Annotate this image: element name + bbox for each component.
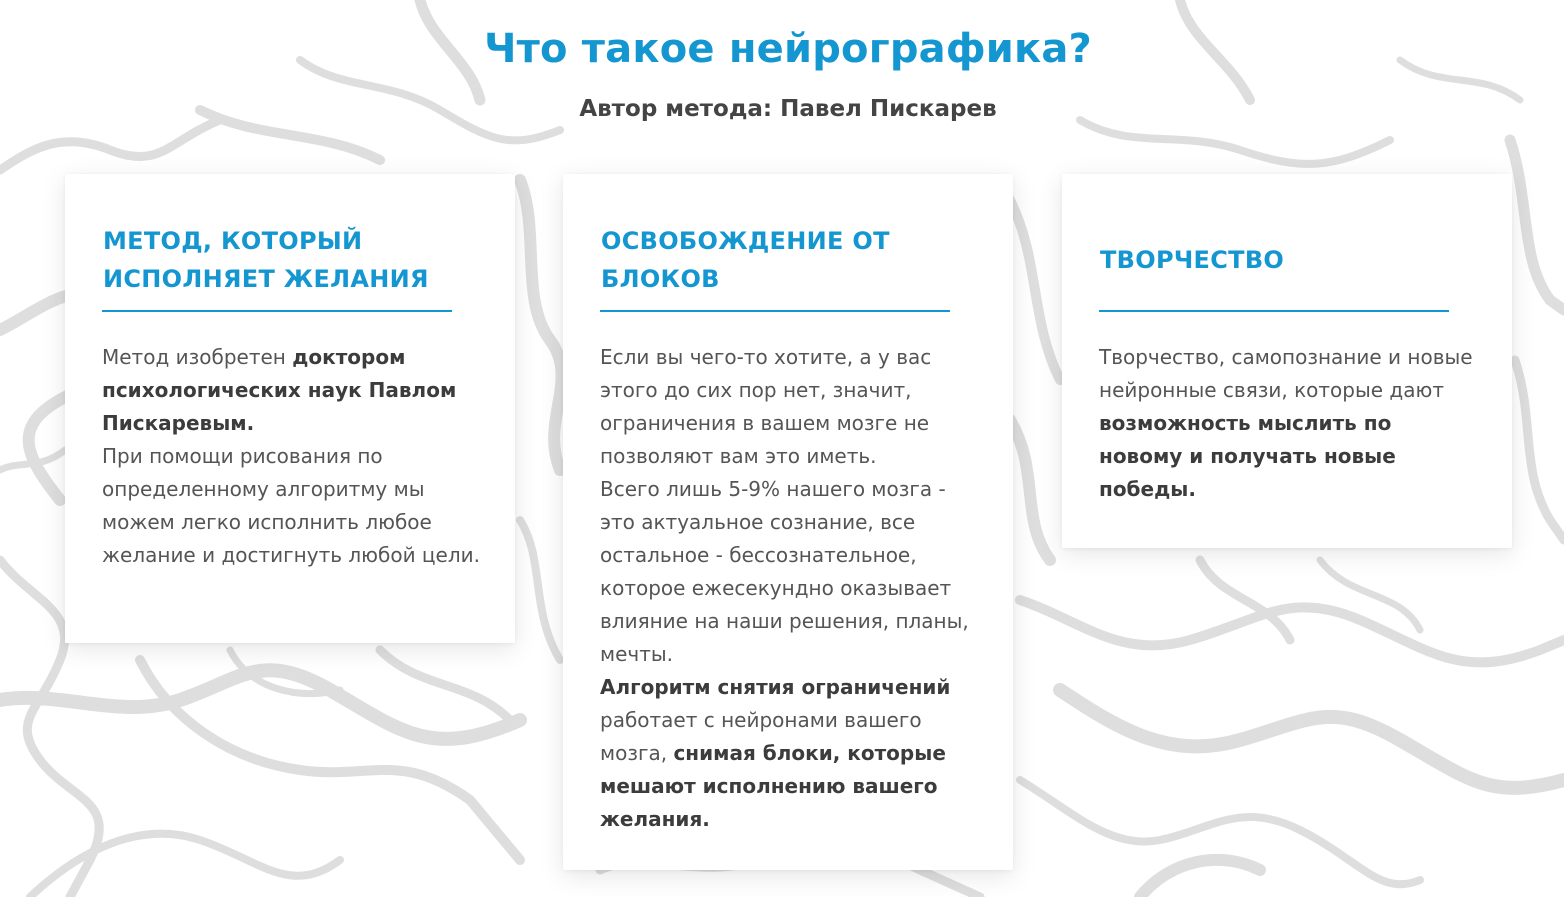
card-body [1099, 341, 1479, 506]
card-body-text: работает с нейронами вашего мозга, [600, 708, 922, 765]
card-divider [1099, 310, 1449, 312]
card-body-bold: Алгоритм снятия ограничений [600, 675, 951, 699]
card-heading-wrapper [601, 210, 981, 310]
card-divider [102, 310, 452, 312]
card-body-text: Всего лишь 5-9% нашего мозга - это актуальное сознание, все остальное - бессознательное, которое ежесекундно оказывает влияние на наши решения, планы, мечты. [600, 477, 969, 666]
feature-card-blocks [563, 174, 1013, 870]
card-body [600, 341, 980, 836]
card-body-text: Метод изобретен [102, 345, 293, 369]
card-title: МЕТОД, КОТОРЫЙ ИСПОЛНЯЕТ ЖЕЛАНИЯ [103, 227, 429, 293]
feature-card-method [65, 174, 515, 643]
card-body-text: Творчество, самопознание и новые нейронные связи, которые дают [1099, 345, 1473, 402]
card-body-text: При помощи рисования по определенному алгоритму мы можем легко исполнить любое желание и достигнуть любой цели. [102, 444, 480, 567]
page-title: Что такое нейрографика? [484, 26, 1092, 72]
card-body-bold: доктором психологических наук Павлом Пискаревым. [102, 345, 457, 435]
card-body-bold: снимая блоки, которые мешают исполнению вашего желания. [600, 741, 946, 831]
page-subtitle: Автор метода: Павел Пискарев [579, 96, 997, 122]
card-heading-wrapper [1100, 210, 1480, 310]
feature-card-creativity [1062, 174, 1512, 548]
card-title: ОСВОБОЖДЕНИЕ ОТ БЛОКОВ [601, 227, 890, 293]
card-body-bold: возможность мыслить по новому и получать новые победы. [1099, 411, 1396, 501]
card-title: ТВОРЧЕСТВО [1100, 246, 1285, 274]
card-heading-wrapper [103, 210, 483, 310]
card-divider [600, 310, 950, 312]
card-body [102, 341, 482, 572]
card-body-text: Если вы чего-то хотите, а у вас этого до сих пор нет, значит, ограничения в вашем мозге не позволяют вам это иметь. [600, 345, 932, 468]
